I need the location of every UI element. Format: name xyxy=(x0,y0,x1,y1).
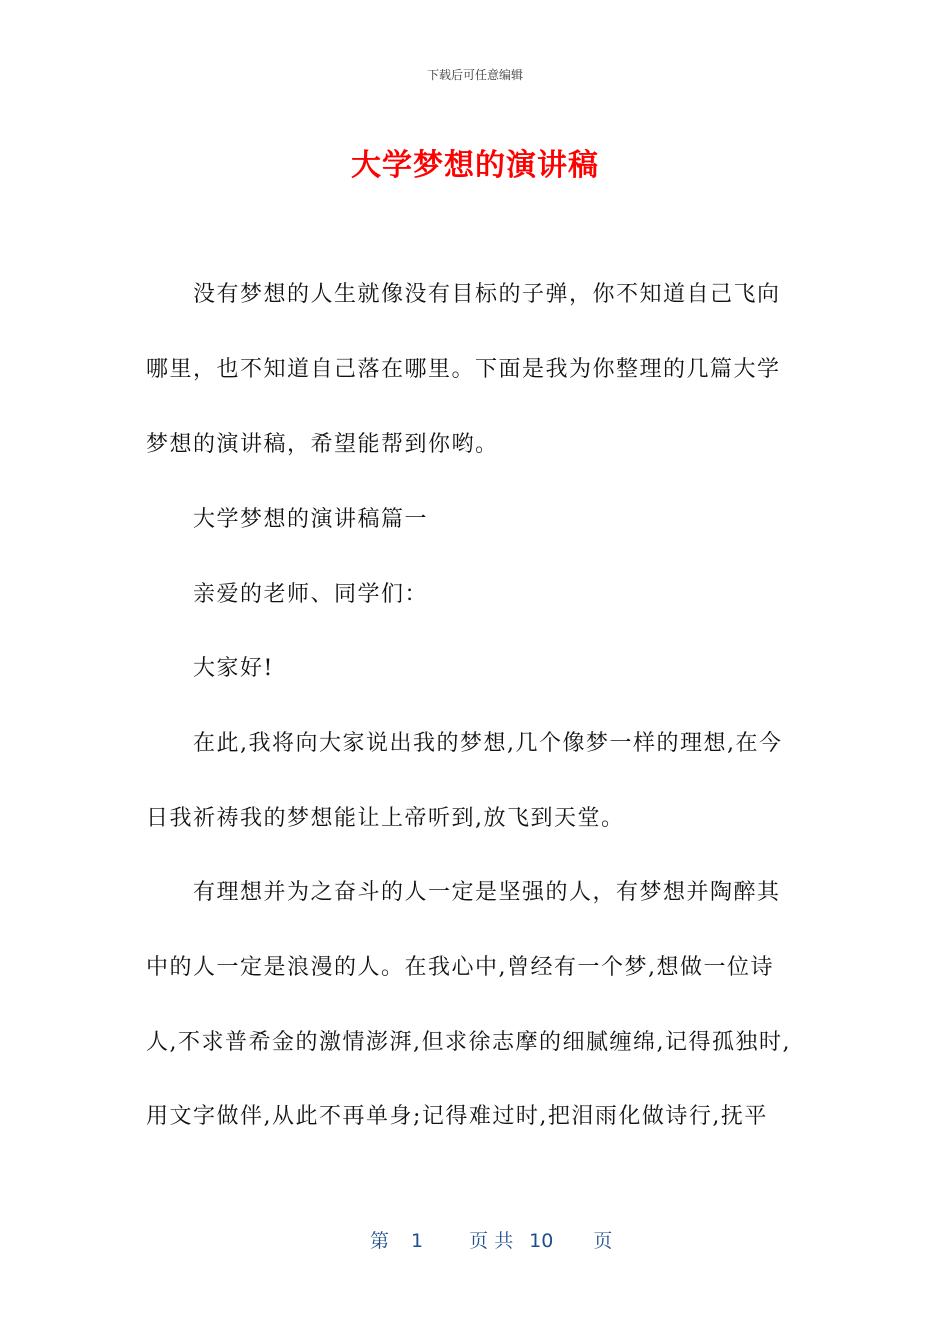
page-footer xyxy=(370,1226,612,1253)
body-line: 梦想的演讲稿，希望能帮到你哟。 xyxy=(146,432,499,457)
body-line: 用文字做伴,从此不再单身;记得难过时,把泪雨化做诗行,抚平 xyxy=(146,1104,768,1129)
body-line: 哪里，也不知道自己落在哪里。下面是我为你整理的几篇大学 xyxy=(146,357,781,382)
document-title: 大学梦想的演讲稿 xyxy=(351,148,599,183)
salutation: 亲爱的老师、同学们： xyxy=(193,582,429,607)
footer-suffix: 页 xyxy=(593,1230,613,1252)
body-line: 没有梦想的人生就像没有目标的子弹，你不知道自己飞向 xyxy=(193,282,781,307)
footer-prefix: 第 xyxy=(370,1230,390,1252)
footer-total-pages: 10 xyxy=(529,1230,554,1252)
body-line: 中的人一定是浪漫的人。在我心中,曾经有一个梦,想做一位诗 xyxy=(146,955,774,980)
body-line: 在此,我将向大家说出我的梦想,几个像梦一样的理想,在今 xyxy=(193,731,783,756)
body-line: 日我祈祷我的梦想能让上帝听到,放飞到天堂。 xyxy=(146,806,625,831)
footer-middle: 页 共 xyxy=(469,1230,514,1252)
body-line: 人,不求普希金的激情澎湃,但求徐志摩的细腻缠绵,记得孤独时, xyxy=(146,1030,791,1055)
footer-current-page: 1 xyxy=(411,1230,424,1252)
header-note: 下载后可任意编辑 xyxy=(426,68,523,82)
section-heading: 大学梦想的演讲稿篇一 xyxy=(193,507,429,532)
body-line: 有理想并为之奋斗的人一定是坚强的人，有梦想并陶醉其 xyxy=(193,880,781,905)
greeting: 大家好! xyxy=(193,656,274,681)
